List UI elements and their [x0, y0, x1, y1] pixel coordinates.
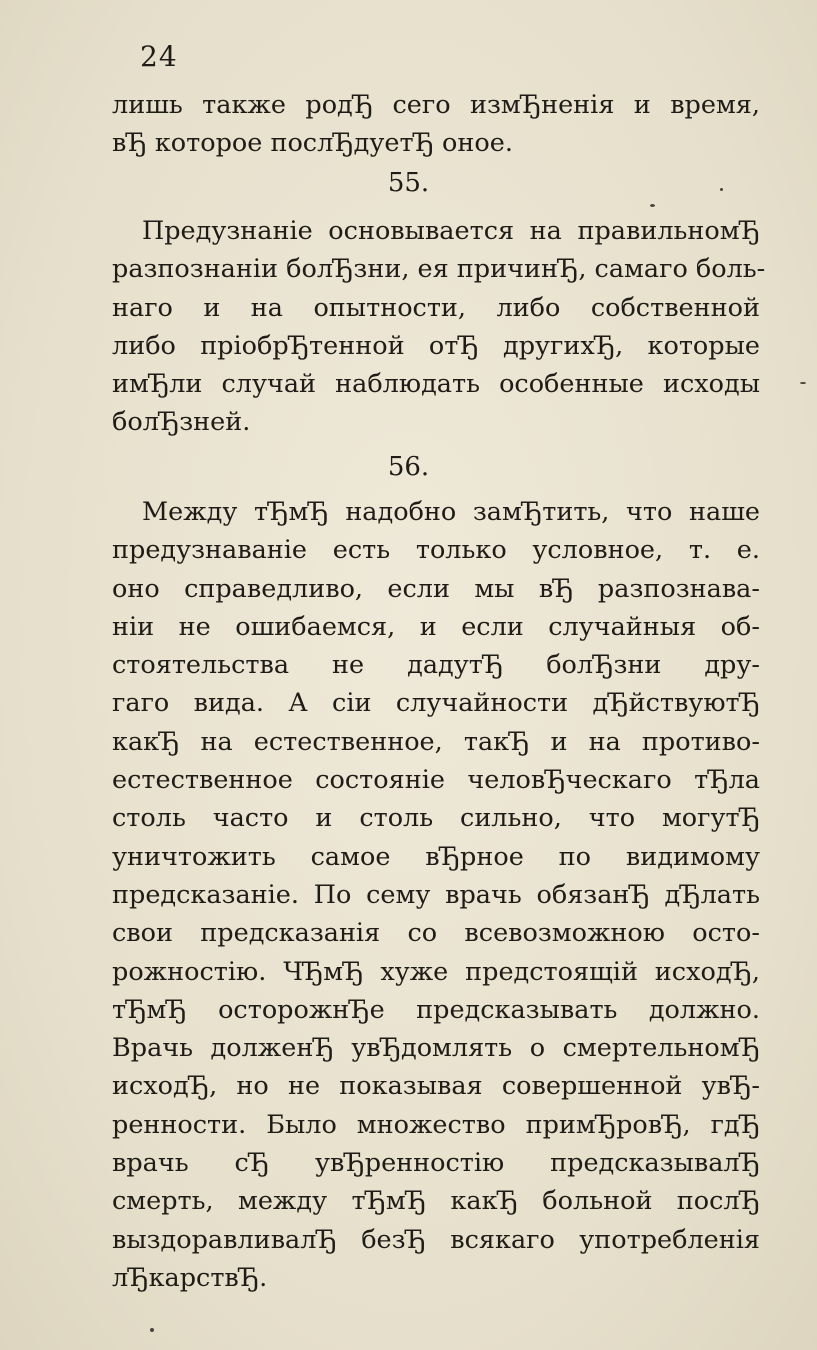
text-line: либо пріобрЂтенной отЂ другихЂ, которые — [112, 330, 760, 361]
text-line: наго и на опытности, либо собственной — [112, 292, 760, 323]
text-line: Между тЂмЂ надобно замЂтить, что наше — [142, 497, 760, 527]
text-line: разпознаніи болЂзни, ея причинЂ, самаго боль- — [112, 254, 766, 285]
text-line: столь часто и столь сильно, что могутЂ — [112, 803, 760, 834]
text-line: ренности. Было множество примЂровЂ, гдЂ — [112, 1109, 760, 1140]
text-line: лЂкарствЂ. — [112, 1262, 268, 1293]
text-line: рожностію. ЧЂмЂ хуже предстоящій исходЂ, — [112, 956, 760, 987]
text-line: болЂзней. — [112, 407, 251, 438]
text-line: лишь также родЂ сего измЂненія и время, — [112, 90, 760, 120]
section-number-56: 56. — [387, 452, 430, 482]
text-line: какЂ на естественное, такЂ и на противо- — [112, 726, 760, 757]
paragraph-continued — [112, 86, 760, 163]
paper-speck — [720, 188, 723, 191]
paragraph-55 — [112, 212, 766, 442]
text-line: предузнаваніе есть только условное, т. е. — [112, 535, 760, 566]
text-line: естественное состояніе человЂческаго тЂла — [112, 765, 760, 796]
text-line: имЂли случай наблюдать особенные исходы — [112, 369, 760, 400]
paragraph-56 — [112, 493, 760, 1297]
text-line: уничтожить самое вЂрное по видимому — [112, 841, 760, 872]
text-line: выздоравливалЂ безЂ всякаго употребленія — [112, 1224, 760, 1255]
text-line: оно справедливо, если мы вЂ разпознава- — [112, 573, 760, 604]
paper-speck — [150, 1328, 154, 1332]
section-number-55: 55. — [387, 168, 430, 198]
text-line: исходЂ, но не показывая совершенной увЂ- — [112, 1071, 760, 1102]
text-line: гаго вида. А сіи случайности дЂйствуютЂ — [112, 688, 760, 719]
text-line: врачь сЂ увЂренностію предсказывалЂ — [112, 1148, 760, 1179]
text-line: свои предсказанія со всевозможною осто- — [112, 918, 760, 949]
text-line: предсказаніе. По сему врачь обязанЂ дЂлать — [112, 879, 760, 910]
text-line: Предузнаніе основывается на правильномЂ — [142, 216, 760, 246]
paper-speck — [650, 204, 655, 207]
text-line: стоятельства не дадутЂ болЂзни дру- — [112, 650, 760, 681]
text-line: вЂ которое послЂдуетЂ оное. — [112, 128, 513, 159]
text-line: смерть, между тЂмЂ какЂ больной послЂ — [112, 1186, 760, 1217]
text-line: тЂмЂ осторожнЂе предсказывать должно. — [112, 994, 760, 1025]
paper-speck — [800, 382, 806, 384]
text-line: Врачь долженЂ увЂдомлять о смертельномЂ — [112, 1033, 760, 1064]
page-number: 24 — [140, 40, 178, 73]
text-line: ніи не ошибаемся, и если случайныя об- — [112, 611, 760, 642]
